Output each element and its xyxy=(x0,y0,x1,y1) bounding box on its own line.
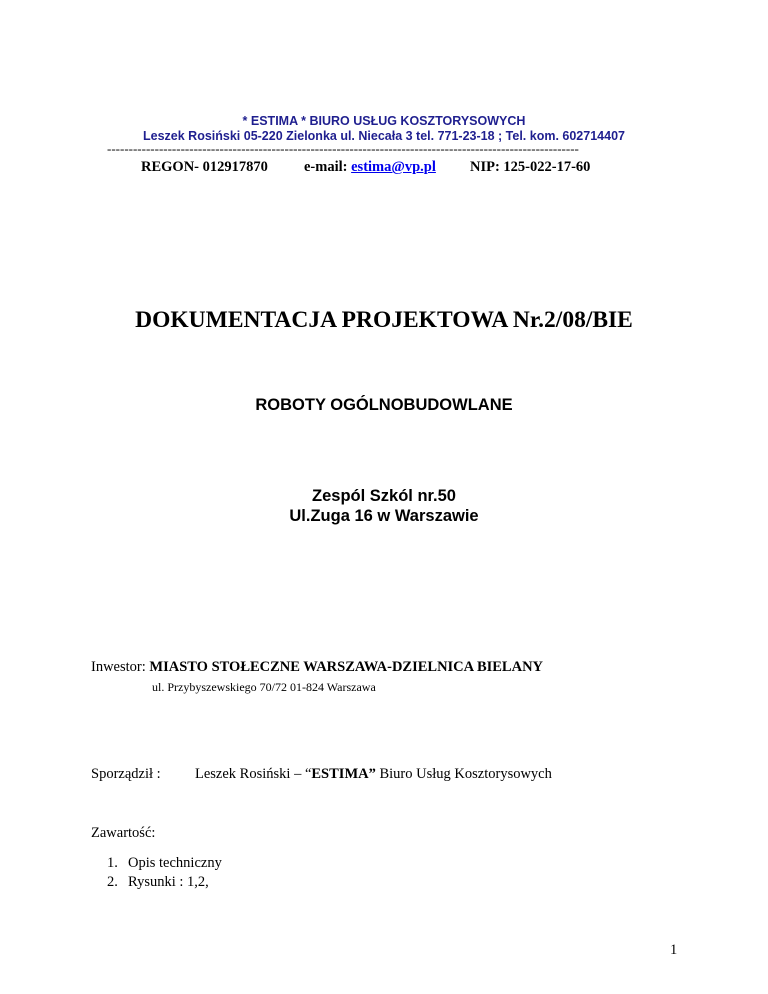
list-item-text: Opis techniczny xyxy=(128,855,222,871)
email-block xyxy=(304,159,436,176)
list-item-text: Rysunki : 1,2, xyxy=(128,874,209,890)
prepared-company: ESTIMA” xyxy=(311,766,376,782)
school-address: Ul.Zuga 16 w Warszawie xyxy=(289,507,479,525)
company-contact-line: Leszek Rosiński 05-220 Zielonka ul. Niecała 3 tel. 771-23-18 ; Tel. kom. 602714407 xyxy=(143,129,625,143)
investor-label: Inwestor: xyxy=(91,659,146,675)
document-subtitle: ROBOTY OGÓLNOBUDOWLANE xyxy=(255,396,513,414)
nip-number: NIP: 125-022-17-60 xyxy=(470,159,591,175)
email-link[interactable]: estima@vp.pl xyxy=(351,159,436,175)
email-label: e-mail: xyxy=(304,159,348,175)
list-item xyxy=(107,874,209,891)
list-item xyxy=(107,855,222,872)
document-title: DOKUMENTACJA PROJEKTOWA Nr.2/08/BIE xyxy=(135,307,633,333)
investor-address: ul. Przybyszewskiego 70/72 01-824 Warszawa xyxy=(152,680,376,694)
list-number: 1. xyxy=(107,855,118,871)
prepared-by xyxy=(195,766,552,783)
contents-label: Zawartość: xyxy=(91,825,156,841)
company-name-line: * ESTIMA * BIURO USŁUG KOSZTORYSOWYCH xyxy=(242,114,526,128)
regon-number: REGON- 012917870 xyxy=(141,159,268,175)
header-separator: ------------------------------------------------------------------------------------------------------------- xyxy=(107,141,579,156)
prepared-rest: Biuro Usług Kosztorysowych xyxy=(375,766,552,782)
investor-line xyxy=(91,659,543,676)
school-name: Zespól Szkól nr.50 xyxy=(312,487,456,505)
page-number: 1 xyxy=(670,942,678,958)
investor-name: MIASTO STOŁECZNE WARSZAWA-DZIELNICA BIELANY xyxy=(149,659,544,675)
prepared-label: Sporządził : xyxy=(91,766,161,782)
list-number: 2. xyxy=(107,874,118,890)
prepared-person: Leszek Rosiński – “ xyxy=(195,766,312,782)
